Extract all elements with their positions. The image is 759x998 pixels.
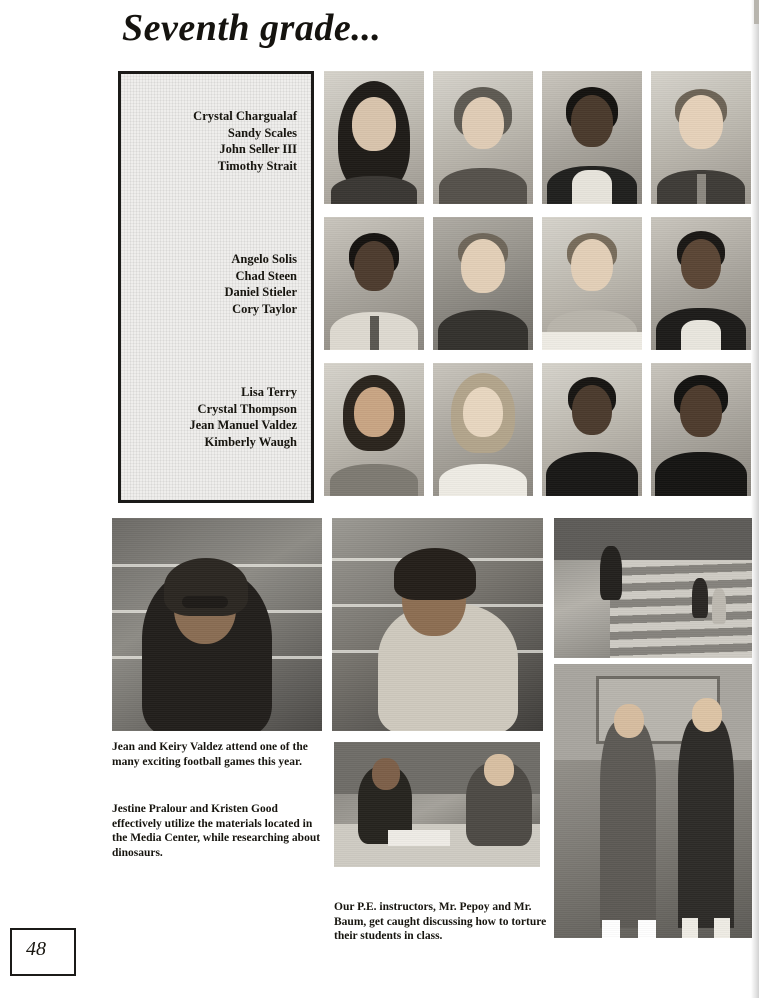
portrait-photo: [542, 217, 642, 350]
student-name: Angelo Solis: [231, 252, 297, 266]
portrait-photo: [651, 217, 751, 350]
student-name: Timothy Strait: [217, 158, 297, 173]
photo-keiry-valdez: [332, 518, 543, 731]
photo-pe-instructors: [554, 664, 752, 938]
photo-football-game: [112, 518, 322, 731]
student-name: Jean Manuel Valdez: [189, 418, 297, 432]
student-name: John Seller III: [219, 142, 297, 156]
portrait-photo: [433, 217, 533, 350]
portrait-photo: [651, 71, 751, 204]
student-name: Crystal Chargualaf: [193, 109, 297, 123]
portrait-photo: [542, 71, 642, 204]
portrait-photo: [433, 71, 533, 204]
student-name: Lisa Terry: [241, 385, 297, 399]
caption-media-center: Jestine Pralour and Kristen Good effectively utilize the materials located in the Media Center, while researching about dinosaurs.: [112, 803, 321, 859]
student-name: Sandy Scales: [227, 125, 297, 140]
page-edge-shadow: [751, 0, 759, 998]
portrait-grid: [324, 71, 752, 509]
name-group-row2: [224, 251, 297, 317]
portrait-photo: [433, 363, 533, 496]
page-edge-nick: [754, 0, 759, 24]
portrait-photo: [542, 363, 642, 496]
portrait-photo: [651, 363, 751, 496]
photo-gym-bleachers: [554, 518, 752, 658]
name-group-row1: [193, 108, 297, 174]
caption-football-game: Jean and Keiry Valdez attend one of the many exciting football games this year.: [112, 741, 308, 768]
student-name: Crystal Thompson: [197, 401, 297, 416]
student-name: Kimberly Waugh: [204, 434, 297, 449]
name-group-row3: [189, 384, 297, 450]
page-title: Seventh grade...: [122, 7, 382, 49]
student-name: Chad Steen: [235, 268, 297, 283]
student-name: Daniel Stieler: [224, 285, 297, 299]
page-number: 48: [26, 938, 46, 960]
student-name-panel: [118, 71, 314, 503]
portrait-photo: [324, 363, 424, 496]
student-name: Cory Taylor: [232, 301, 297, 316]
portrait-photo: [324, 71, 424, 204]
caption-pe-instructors: Our P.E. instructors, Mr. Pepoy and Mr. Baum, get caught discussing how to torture their students in class.: [334, 901, 547, 942]
portrait-photo: [324, 217, 424, 350]
photo-media-center: [334, 742, 540, 867]
